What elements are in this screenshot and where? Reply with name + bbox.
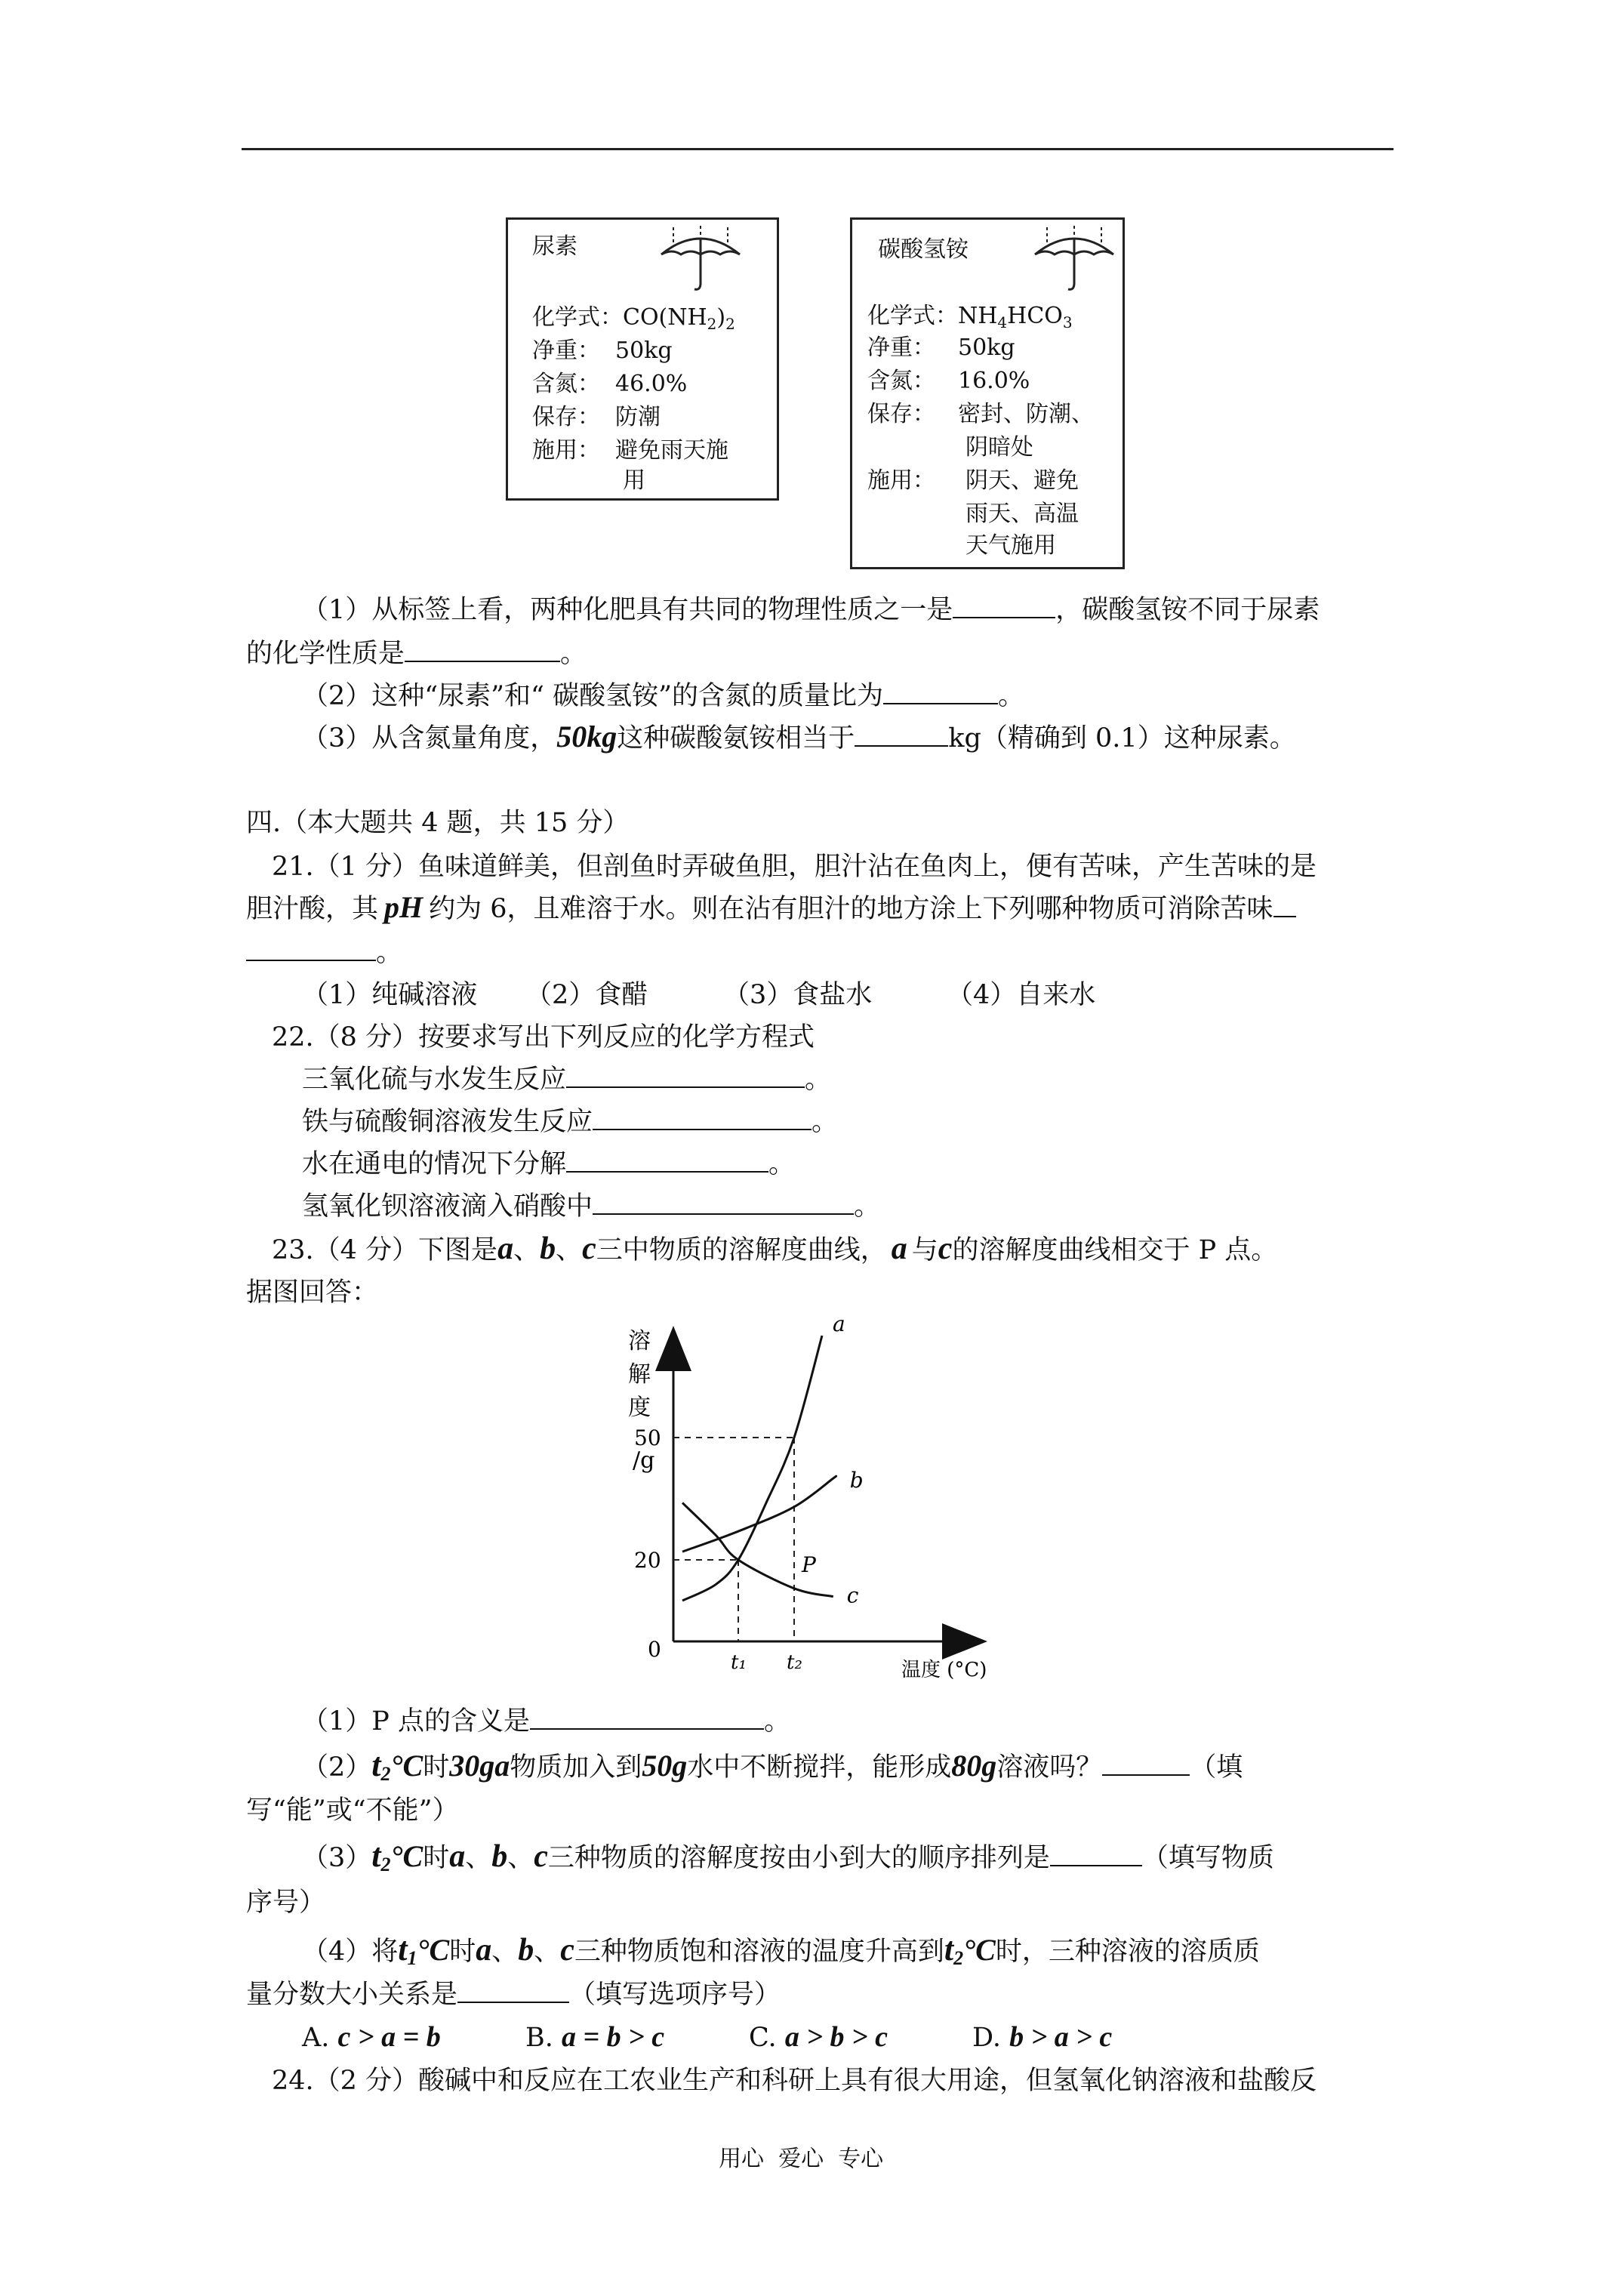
answer-blank[interactable] — [566, 1065, 805, 1088]
nh4hco3-row: 净重： 50kg — [867, 334, 1015, 361]
q23-sub3-cont: 序号） — [246, 1888, 326, 1918]
q23-sub3: $(3)t_2^\circ C$时a、b、c三种物质的溶解度按由小到大的顺序排列是 （填写物质 — [302, 1837, 1274, 1875]
answer-blank[interactable] — [1102, 1753, 1190, 1776]
q23-sub2-cont: 写“能”或“不能”） — [246, 1795, 459, 1826]
q23-line1: 23.（4 分）下图是a、b、c三中物质的溶解度曲线， a 与c的溶解度曲线相交于 P 点。 — [272, 1231, 1278, 1266]
urea-row: 含氮： 46.0% — [532, 371, 688, 397]
section-heading: 四.（本大题共 4 题，共 15 分） — [246, 808, 630, 838]
q23-sub1: （1）P 点的含义是 。 — [302, 1706, 790, 1737]
x-tick-label: t₂ — [787, 1651, 802, 1674]
answer-blank[interactable] — [530, 1707, 764, 1730]
y-axis-unit: /g — [633, 1447, 655, 1474]
curve-label-a: a — [833, 1314, 845, 1336]
answer-blank[interactable] — [1273, 895, 1296, 917]
q23-choices — [302, 2022, 1112, 2053]
q22-title: 22.（8 分）按要求写出下列反应的化学方程式 — [272, 1022, 815, 1052]
nh4hco3-row-extra: 天气施用 — [965, 532, 1056, 559]
solubility-chart — [596, 1314, 1019, 1691]
point-p-label: P — [802, 1552, 816, 1577]
urea-label-card — [506, 217, 779, 501]
q21-options — [302, 980, 1095, 1010]
umbrella-icon — [1029, 226, 1119, 294]
urea-row: 施用： 避免雨天施 — [532, 437, 728, 464]
urea-row: 保存： 防潮 — [532, 404, 661, 430]
y-axis-label-char: 溶 — [628, 1328, 651, 1354]
nh4hco3-use-key: 施用： — [867, 467, 935, 494]
header-rule — [242, 148, 1394, 150]
urea-row: 净重： 50kg — [532, 337, 673, 364]
q21-line3: 。 — [246, 938, 402, 968]
q22-item: 三氧化硫与水发生反应 。 — [302, 1065, 832, 1095]
answer-blank[interactable] — [883, 682, 998, 704]
curve-b — [682, 1476, 836, 1552]
nh4hco3-row-extra: 雨天、高温 — [965, 501, 1079, 527]
answer-blank[interactable] — [593, 1192, 854, 1215]
q20-part1: （1）从标签上看，两种化肥具有共同的物理性质之一是 ，碳酸氢铵不同于尿素 — [302, 595, 1320, 625]
q22-item: 氢氧化钡溶液滴入硝酸中 。 — [302, 1191, 881, 1222]
choice-item: A. c > a = b — [302, 2021, 441, 2053]
option-item: （1）纯碱溶液 — [302, 980, 478, 1010]
q22-item: 水在通电的情况下分解 。 — [302, 1149, 796, 1179]
option-item: （4）自来水 — [947, 980, 1096, 1010]
answer-blank[interactable] — [1050, 1844, 1142, 1866]
q23-sub2: $(2)t_2^\circ C$时30ga物质加入到50g水中不断搅拌，能形成80g溶液吗？ （填 — [302, 1746, 1243, 1785]
y-tick-label: 50 — [634, 1425, 661, 1450]
nh4hco3-formula: 化学式：$NH_4HCO_3$ — [867, 303, 1073, 331]
ammonium-bicarbonate-label-card — [850, 217, 1125, 569]
q23-sub4-cont: 量分数大小关系是 （填写选项序号） — [246, 1980, 781, 2010]
curve-labels — [833, 1314, 864, 1608]
choice-item: C. a > b > c — [749, 2021, 888, 2053]
answer-blank[interactable] — [246, 938, 376, 961]
urea-label-name: 尿素 — [532, 233, 577, 260]
q23-line2: 据图回答： — [246, 1277, 379, 1308]
q23-sub4: （4）将$t_1^\circ C$时a、b、c三种物质饱和溶液的温度升高到$t_2^\circ C$时，三种溶液的溶质质 — [302, 1931, 1260, 1969]
guide-lines — [673, 1438, 794, 1641]
urea-formula: 化学式：$CO(NH_2)_2$ — [532, 304, 735, 333]
q20-part2: （2）这种“尿素”和“ 碳酸氢铵”的含氮的质量比为 。 — [302, 681, 1024, 711]
q20-part3: （3）从含氮量角度，50kg这种碳酸氨铵相当于 kg（精确到 0.1）这种尿素。 — [302, 720, 1296, 754]
q24-line1: 24.（2 分）酸碱中和反应在工农业生产和科研上具有很大用途，但氢氧化钠溶液和盐酸反 — [272, 2066, 1317, 2096]
x-tick-label: t₁ — [731, 1651, 747, 1674]
answer-blank[interactable] — [566, 1150, 768, 1173]
urea-row-extra: 用 — [623, 467, 645, 494]
q22-item: 铁与硫酸铜溶液发生反应 。 — [302, 1107, 839, 1137]
page-footer: 用心 爱心 专心 — [719, 2146, 884, 2172]
umbrella-icon — [655, 226, 746, 294]
y-axis-label-char: 度 — [628, 1395, 651, 1421]
answer-blank[interactable] — [855, 724, 948, 747]
option-item: （2）食醋 — [525, 980, 648, 1010]
q21-line1: 21.（1 分）鱼味道鲜美，但剖鱼时弄破鱼胆，胆汁沾在鱼肉上，便有苦味，产生苦味的是 — [272, 852, 1317, 882]
y-axis-label-char: 解 — [628, 1361, 651, 1388]
y-axis-label — [628, 1328, 651, 1421]
answer-blank[interactable] — [593, 1108, 812, 1130]
curve-label-c: c — [846, 1583, 859, 1608]
nh4hco3-row: 含氮： 16.0% — [867, 368, 1030, 394]
option-item: （3）食盐水 — [723, 980, 873, 1010]
answer-blank[interactable] — [953, 596, 1055, 618]
x-axis-label: 温度 (°C) — [901, 1659, 987, 1681]
origin-label: 0 — [648, 1637, 661, 1662]
answer-blank[interactable] — [405, 639, 560, 662]
y-tick-label: 20 — [634, 1548, 661, 1573]
q20-part1-cont: 的化学性质是 。 — [246, 639, 587, 669]
nh4hco3-row-extra: 阴暗处 — [965, 434, 1033, 461]
choice-item: B. a = b > c — [525, 2021, 665, 2053]
answer-blank[interactable] — [457, 1980, 569, 2003]
choice-item: D. b > a > c — [972, 2021, 1113, 2053]
q21-line2: 胆汁酸，其 pH 约为 6，且难溶于水。则在沾有胆汁的地方涂上下列哪种物质可消除苦味 — [246, 892, 1296, 924]
nh4hco3-row: 保存： 密封、防潮、 — [867, 401, 1094, 427]
curve-label-b: b — [849, 1468, 864, 1493]
nh4hco3-row-extra: 阴天、避免 — [965, 467, 1079, 494]
curve-c — [682, 1502, 833, 1596]
nh4hco3-label-name: 碳酸氢铵 — [878, 236, 969, 263]
